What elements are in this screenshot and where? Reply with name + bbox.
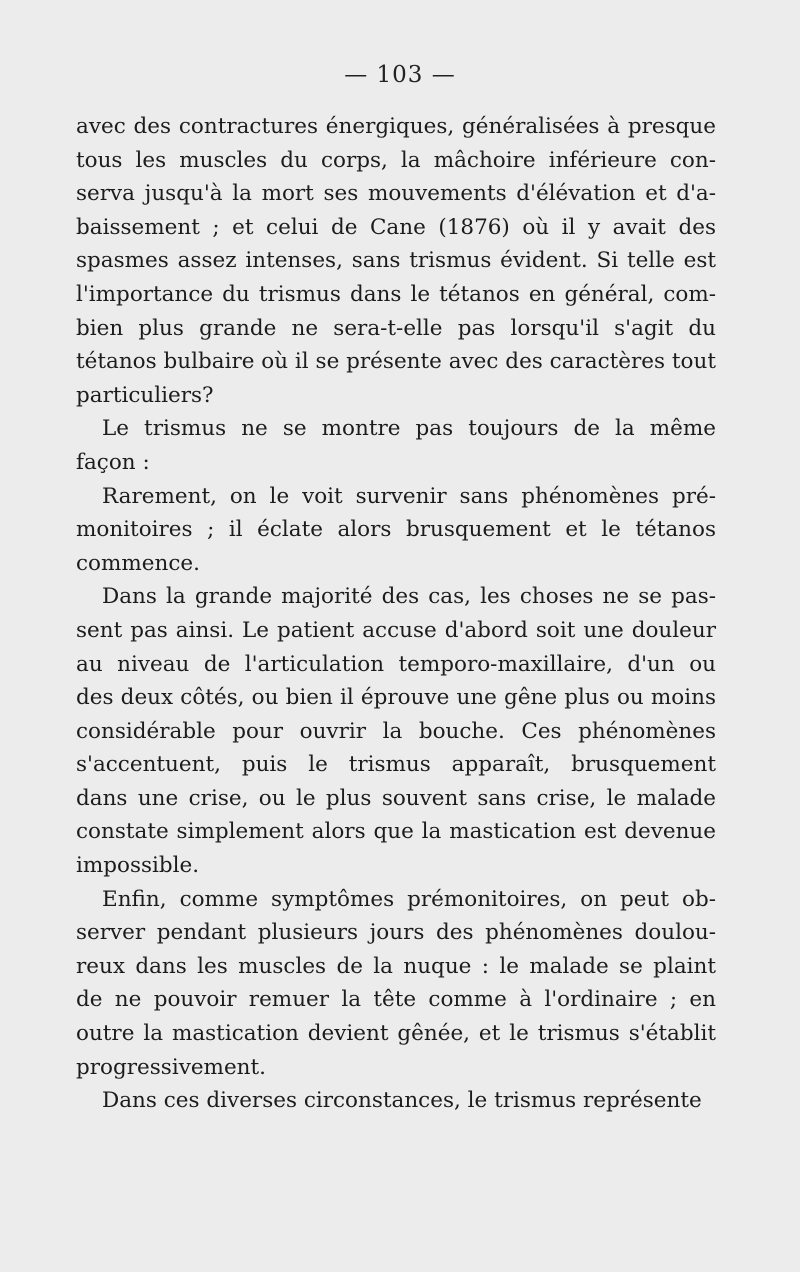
text-line: Enfin, comme symptômes prémonitoires, on peut ob- <box>102 886 716 912</box>
text-line: au niveau de l'articulation temporo-maxillaire, d'un ou <box>76 651 716 677</box>
paragraph <box>76 412 716 479</box>
text-line: tétanos bulbaire où il se présente avec des caractères tout <box>76 349 716 375</box>
text-line: sent pas ainsi. Le patient accuse d'abord soit une douleur <box>76 617 716 643</box>
text-line: l'importance du trismus dans le tétanos en général, com- <box>76 281 716 307</box>
text-line: dans une crise, ou le plus souvent sans crise, le malade <box>76 785 716 811</box>
text-line: server pendant plusieurs jours des phénomènes doulou- <box>76 920 716 946</box>
paragraph <box>76 883 716 1085</box>
text-line: spasmes assez intenses, sans trismus évident. Si telle est <box>76 248 716 274</box>
text-line: serva jusqu'à la mort ses mouvements d'élévation et d'a- <box>76 181 716 207</box>
text-line: commence. <box>76 550 200 576</box>
page-number: — 103 — <box>344 62 456 88</box>
body-text <box>76 110 716 1118</box>
text-line: Dans la grande majorité des cas, les choses ne se pas- <box>102 584 716 610</box>
text-line: impossible. <box>76 853 200 879</box>
text-line: baissement ; et celui de Cane (1876) où il y avait des <box>76 214 716 240</box>
text-line: tous les muscles du corps, la mâchoire inférieure con- <box>76 147 716 173</box>
text-line: monitoires ; il éclate alors brusquement et le tétanos <box>76 517 716 543</box>
text-line: reux dans les muscles de la nuque : le malade se plaint <box>76 953 716 979</box>
text-line: constate simplement alors que la mastication est devenue <box>76 819 716 845</box>
text-line: de ne pouvoir remuer la tête comme à l'ordinaire ; en <box>76 987 716 1013</box>
text-line: Dans ces diverses circonstances, le trismus représente <box>102 1088 702 1114</box>
paragraph <box>76 580 716 882</box>
text-line: particuliers? <box>76 382 214 408</box>
paragraph <box>76 480 716 581</box>
text-line: avec des contractures énergiques, généralisées à presque <box>76 114 716 139</box>
text-line: s'accentuent, puis le trismus apparaît, brusquement <box>76 752 716 778</box>
text-line: Rarement, on le voit survenir sans phénomènes pré- <box>102 483 716 509</box>
text-line: Le trismus ne se montre pas toujours de la même <box>102 416 716 442</box>
text-line: des deux côtés, ou bien il éprouve une gêne plus ou moins <box>76 685 716 711</box>
text-line: considérable pour ouvrir la bouche. Ces phénomènes <box>76 718 716 744</box>
paragraph <box>76 1084 716 1118</box>
text-line: bien plus grande ne sera-t-elle pas lorsqu'il s'agit du <box>76 315 716 341</box>
text-line: progressivement. <box>76 1054 266 1080</box>
text-line: façon : <box>76 449 150 475</box>
paragraph <box>76 110 716 412</box>
text-line: outre la mastication devient gênée, et le trismus s'établit <box>76 1021 716 1047</box>
